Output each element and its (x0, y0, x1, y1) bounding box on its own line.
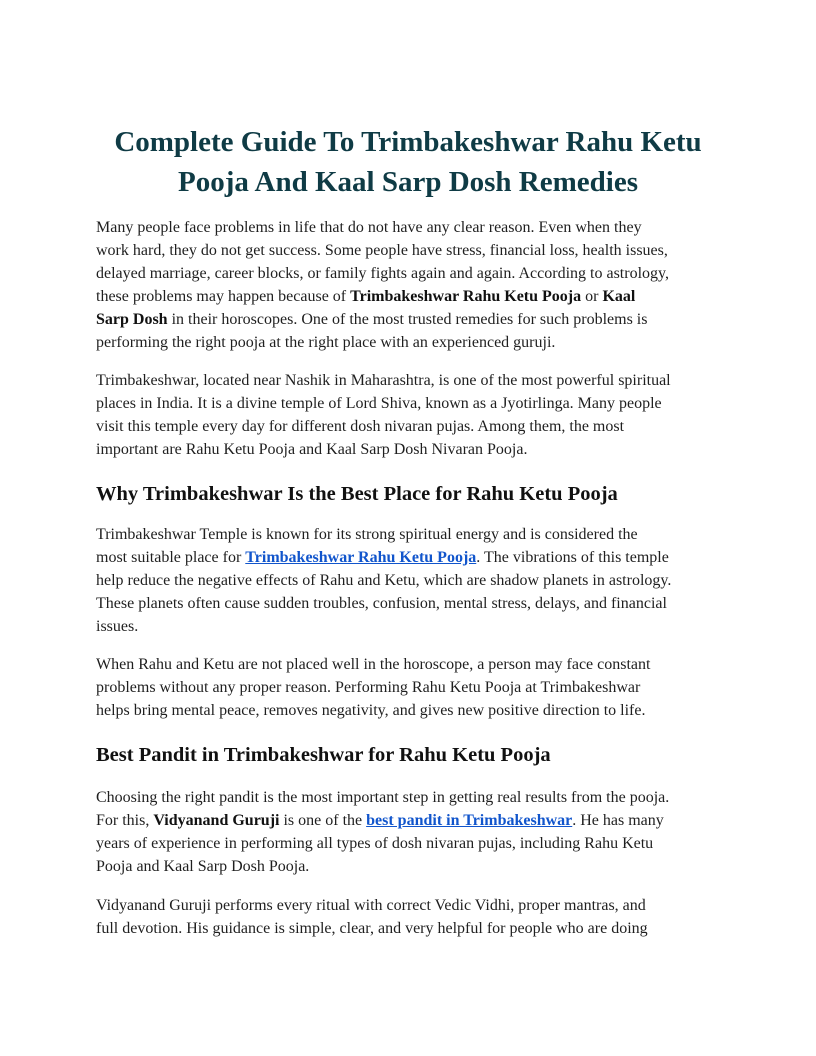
rahu-ketu-pooja-link[interactable]: Trimbakeshwar Rahu Ketu Pooja (245, 549, 477, 566)
text-line: help reduce the negative effects of Rahu and Ketu, which are shadow planets in astrology. (96, 572, 672, 589)
text-run: . The vibrations of this temple (476, 549, 669, 566)
text-line: problems without any proper reason. Performing Rahu Ketu Pooja at Trimbakeshwar (96, 679, 641, 696)
trimbakeshwar-paragraph (96, 369, 722, 461)
bold-keyword: Vidyanand Guruji (153, 812, 280, 829)
best-pandit-link[interactable]: best pandit in Trimbakeshwar (366, 812, 573, 829)
section-heading-best-pandit: Best Pandit in Trimbakeshwar for Rahu Ketu Pooja (96, 744, 551, 766)
text-line: Trimbakeshwar, located near Nashik in Maharashtra, is one of the most powerful spiritual (96, 372, 671, 389)
section-heading-best-place: Why Trimbakeshwar Is the Best Place for Rahu Ketu Pooja (96, 483, 618, 505)
text-line: Vidyanand Guruji performs every ritual with correct Vedic Vidhi, proper mantras, and (96, 897, 646, 914)
text-line: full devotion. His guidance is simple, clear, and very helpful for people who are doing (96, 920, 648, 937)
text-run: these problems may happen because of (96, 288, 351, 305)
page-title (96, 122, 720, 202)
text-line: Pooja and Kaal Sarp Dosh Pooja. (96, 858, 310, 875)
text-line: When Rahu and Ketu are not placed well in the horoscope, a person may face constant (96, 656, 651, 673)
text-line: issues. (96, 618, 139, 635)
text-line: Many people face problems in life that do not have any clear reason. Even when they (96, 219, 642, 236)
text-line: These planets often cause sudden troubles, confusion, mental stress, delays, and financial (96, 595, 667, 612)
text-line: years of experience in performing all types of dosh nivaran pujas, including Rahu Ketu (96, 835, 654, 852)
best-place-paragraph (96, 523, 722, 638)
text-run: . He has many (572, 812, 664, 829)
text-run: For this, (96, 812, 154, 829)
text-line: delayed marriage, career blocks, or family fights again and again. According to astrology, (96, 265, 669, 282)
text-run: is one of the (279, 812, 367, 829)
text-line: Choosing the right pandit is the most important step in getting real results from the pooja. (96, 789, 670, 806)
text-line: performing the right pooja at the right place with an experienced guruji. (96, 334, 556, 351)
title-line-1: Complete Guide To Trimbakeshwar Rahu Ketu (114, 126, 702, 158)
text-line: visit this temple every day for different dosh nivaran pujas. Among them, the most (96, 418, 625, 435)
text-line: important are Rahu Ketu Pooja and Kaal Sarp Dosh Nivaran Pooja. (96, 441, 528, 458)
text-run: or (581, 288, 603, 305)
text-line: places in India. It is a divine temple of Lord Shiva, known as a Jyotirlinga. Many people (96, 395, 662, 412)
text-line: work hard, they do not get success. Some people have stress, financial loss, health issues, (96, 242, 668, 259)
guruji-paragraph (96, 894, 722, 940)
bold-keyword: Trimbakeshwar Rahu Ketu Pooja (350, 288, 582, 305)
text-line: helps bring mental peace, removes negativity, and gives new positive direction to life. (96, 702, 646, 719)
bold-keyword: Sarp Dosh (96, 311, 168, 328)
title-line-2: Pooja And Kaal Sarp Dosh Remedies (177, 166, 638, 198)
bold-keyword: Kaal (602, 288, 636, 305)
text-run: most suitable place for (96, 549, 246, 566)
text-line: Trimbakeshwar Temple is known for its strong spiritual energy and is considered the (96, 526, 638, 543)
pandit-paragraph (96, 786, 722, 878)
text-run: in their horoscopes. One of the most trusted remedies for such problems is (167, 311, 648, 328)
intro-paragraph (96, 216, 722, 354)
horoscope-paragraph (96, 653, 722, 722)
